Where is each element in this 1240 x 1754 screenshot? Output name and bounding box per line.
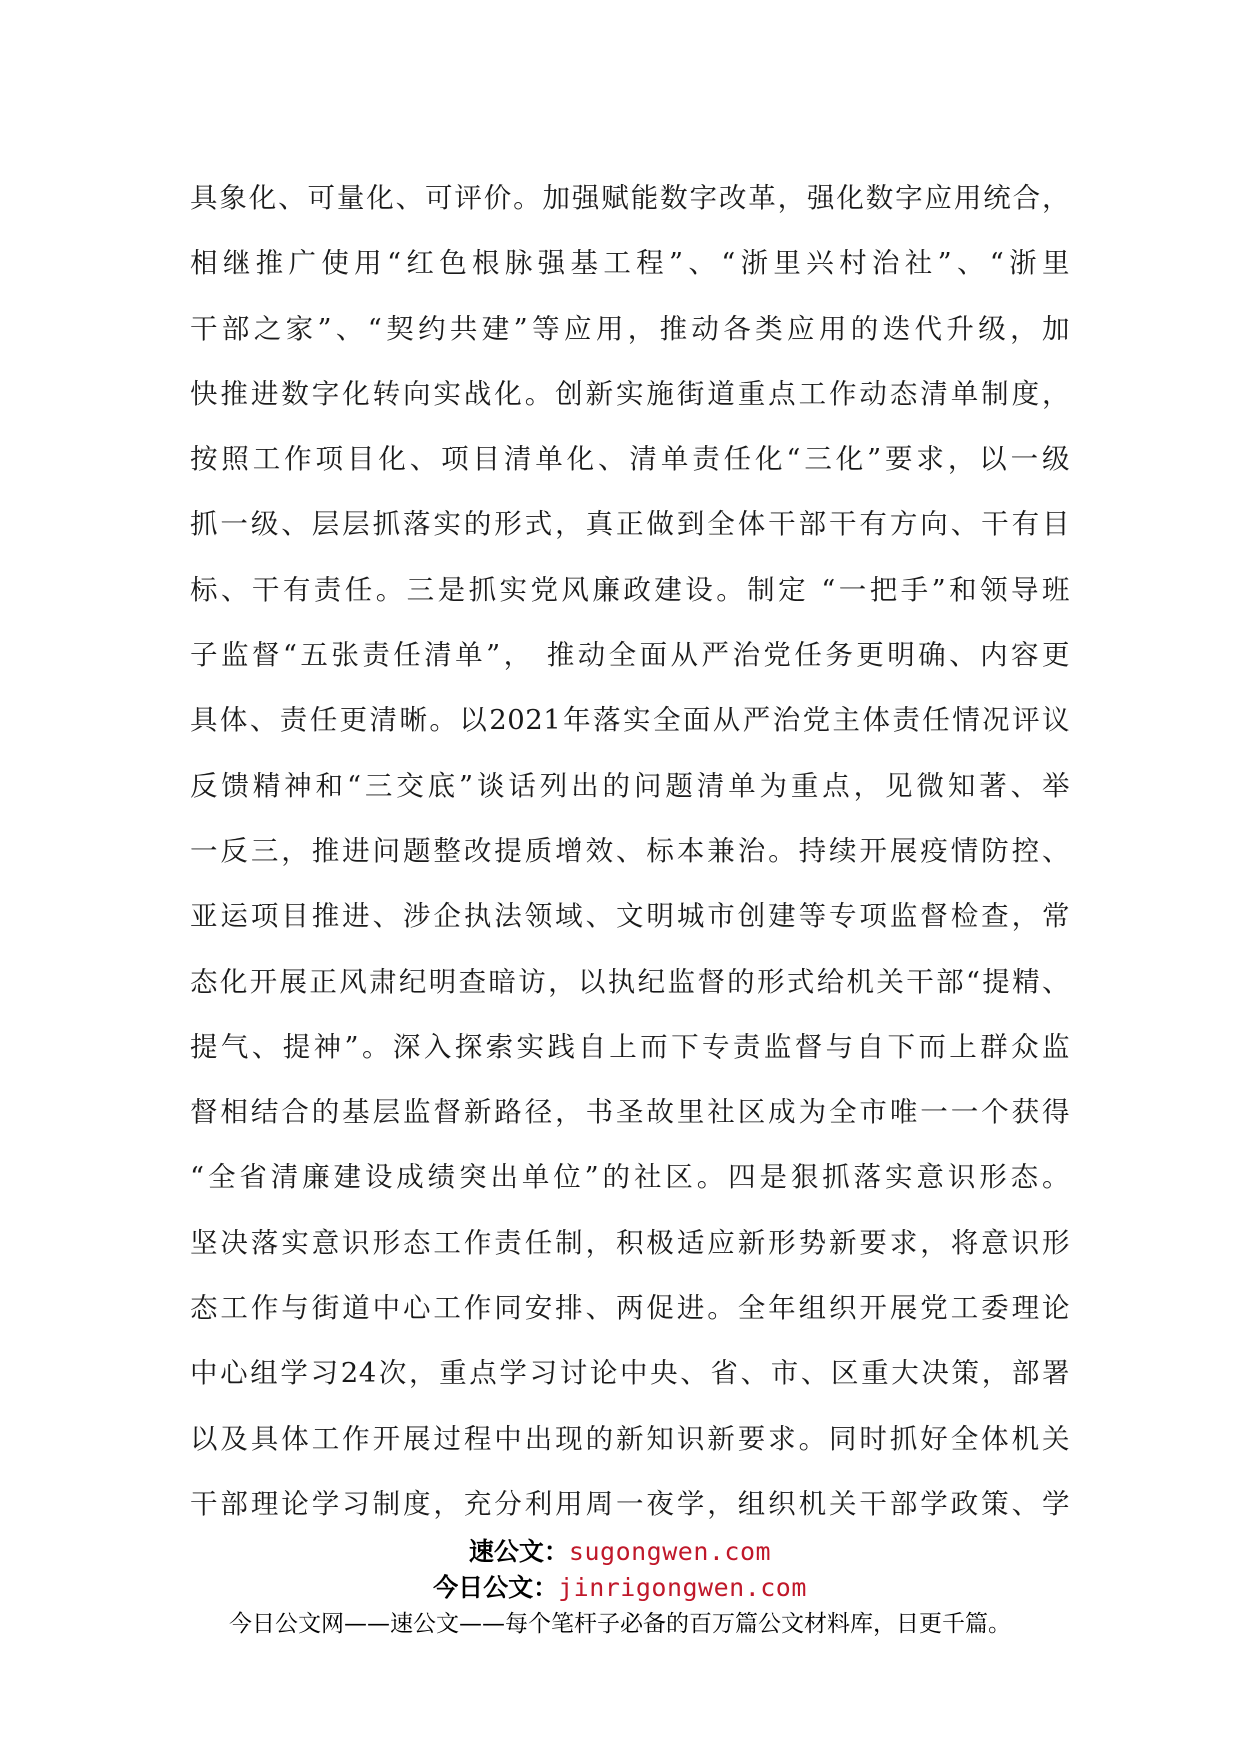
body-line-1: 具象化、可量化、可评价。加强赋能数字改革，强化数字应用统合， <box>190 182 1070 214</box>
body-line-11: 一反三，推进问题整改提质增效、标本兼治。持续开展疫情防控、 <box>190 834 1070 867</box>
document-body <box>190 176 1070 1547</box>
footer-site1 <box>0 1534 1240 1570</box>
body-line-19: 中心组学习24次，重点学习讨论中央、省、市、区重大决策，部署 <box>190 1357 1070 1390</box>
body-line-7: 标、干有责任。三是抓实党风廉政建设。制定 “一把手”和领导班 <box>190 573 1070 606</box>
body-line-20: 以及具体工作开展过程中出现的新知识新要求。同时抓好全体机关 <box>190 1422 1070 1455</box>
body-line-17: 坚决落实意识形态工作责任制，积极适应新形势新要求，将意识形 <box>190 1226 1070 1259</box>
footer-site2 <box>0 1570 1240 1606</box>
body-line-16: “全省清廉建设成绩突出单位”的社区。四是狠抓落实意识形态。 <box>190 1161 1070 1194</box>
body-line-5: 按照工作项目化、项目清单化、清单责任化“三化”要求，以一级 <box>190 443 1070 476</box>
watermark-footer <box>0 1534 1240 1642</box>
body-line-14: 提气、提神”。深入探索实践自上而下专责监督与自下而上群众监 <box>190 1030 1070 1063</box>
body-line-2: 相继推广使用“红色根脉强基工程”、“浙里兴村治社”、“浙里 <box>190 247 1070 280</box>
body-line-4: 快推进数字化转向实战化。创新实施街道重点工作动态清单制度， <box>190 377 1070 410</box>
body-line-8: 子监督“五张责任清单”， 推动全面从严治党任务更明确、内容更 <box>190 639 1070 672</box>
footer-site2-label: 今日公文： <box>433 1573 559 1602</box>
body-line-12: 亚运项目推进、涉企执法领域、文明城市创建等专项监督检查，常 <box>190 900 1070 933</box>
body-line-15: 督相结合的基层监督新路径，书圣故里社区成为全市唯一一个获得 <box>190 1096 1070 1129</box>
footer-slogan: 今日公文网——速公文——每个笔杆子必备的百万篇公文材料库，日更千篇。 <box>229 1611 1011 1637</box>
footer-site1-label: 速公文： <box>468 1537 569 1566</box>
body-line-18: 态工作与街道中心工作同安排、两促进。全年组织开展党工委理论 <box>190 1292 1070 1325</box>
footer-site2-url[interactable]: jinrigongwen.com <box>558 1573 807 1602</box>
body-line-6: 抓一级、层层抓落实的形式，真正做到全体干部干有方向、干有目 <box>190 508 1070 541</box>
body-line-3: 干部之家”、“契约共建”等应用，推动各类应用的迭代升级，加 <box>190 312 1070 345</box>
body-line-9: 具体、责任更清晰。以2021年落实全面从严治党主体责任情况评议 <box>190 704 1070 737</box>
footer-site1-url[interactable]: sugongwen.com <box>568 1537 772 1566</box>
body-line-21: 干部理论学习制度，充分利用周一夜学，组织机关干部学政策、学 <box>190 1487 1070 1520</box>
body-line-10: 反馈精神和“三交底”谈话列出的问题清单为重点，见微知著、举 <box>190 769 1070 802</box>
body-line-13: 态化开展正风肃纪明查暗访，以执纪监督的形式给机关干部“提精、 <box>190 965 1070 998</box>
